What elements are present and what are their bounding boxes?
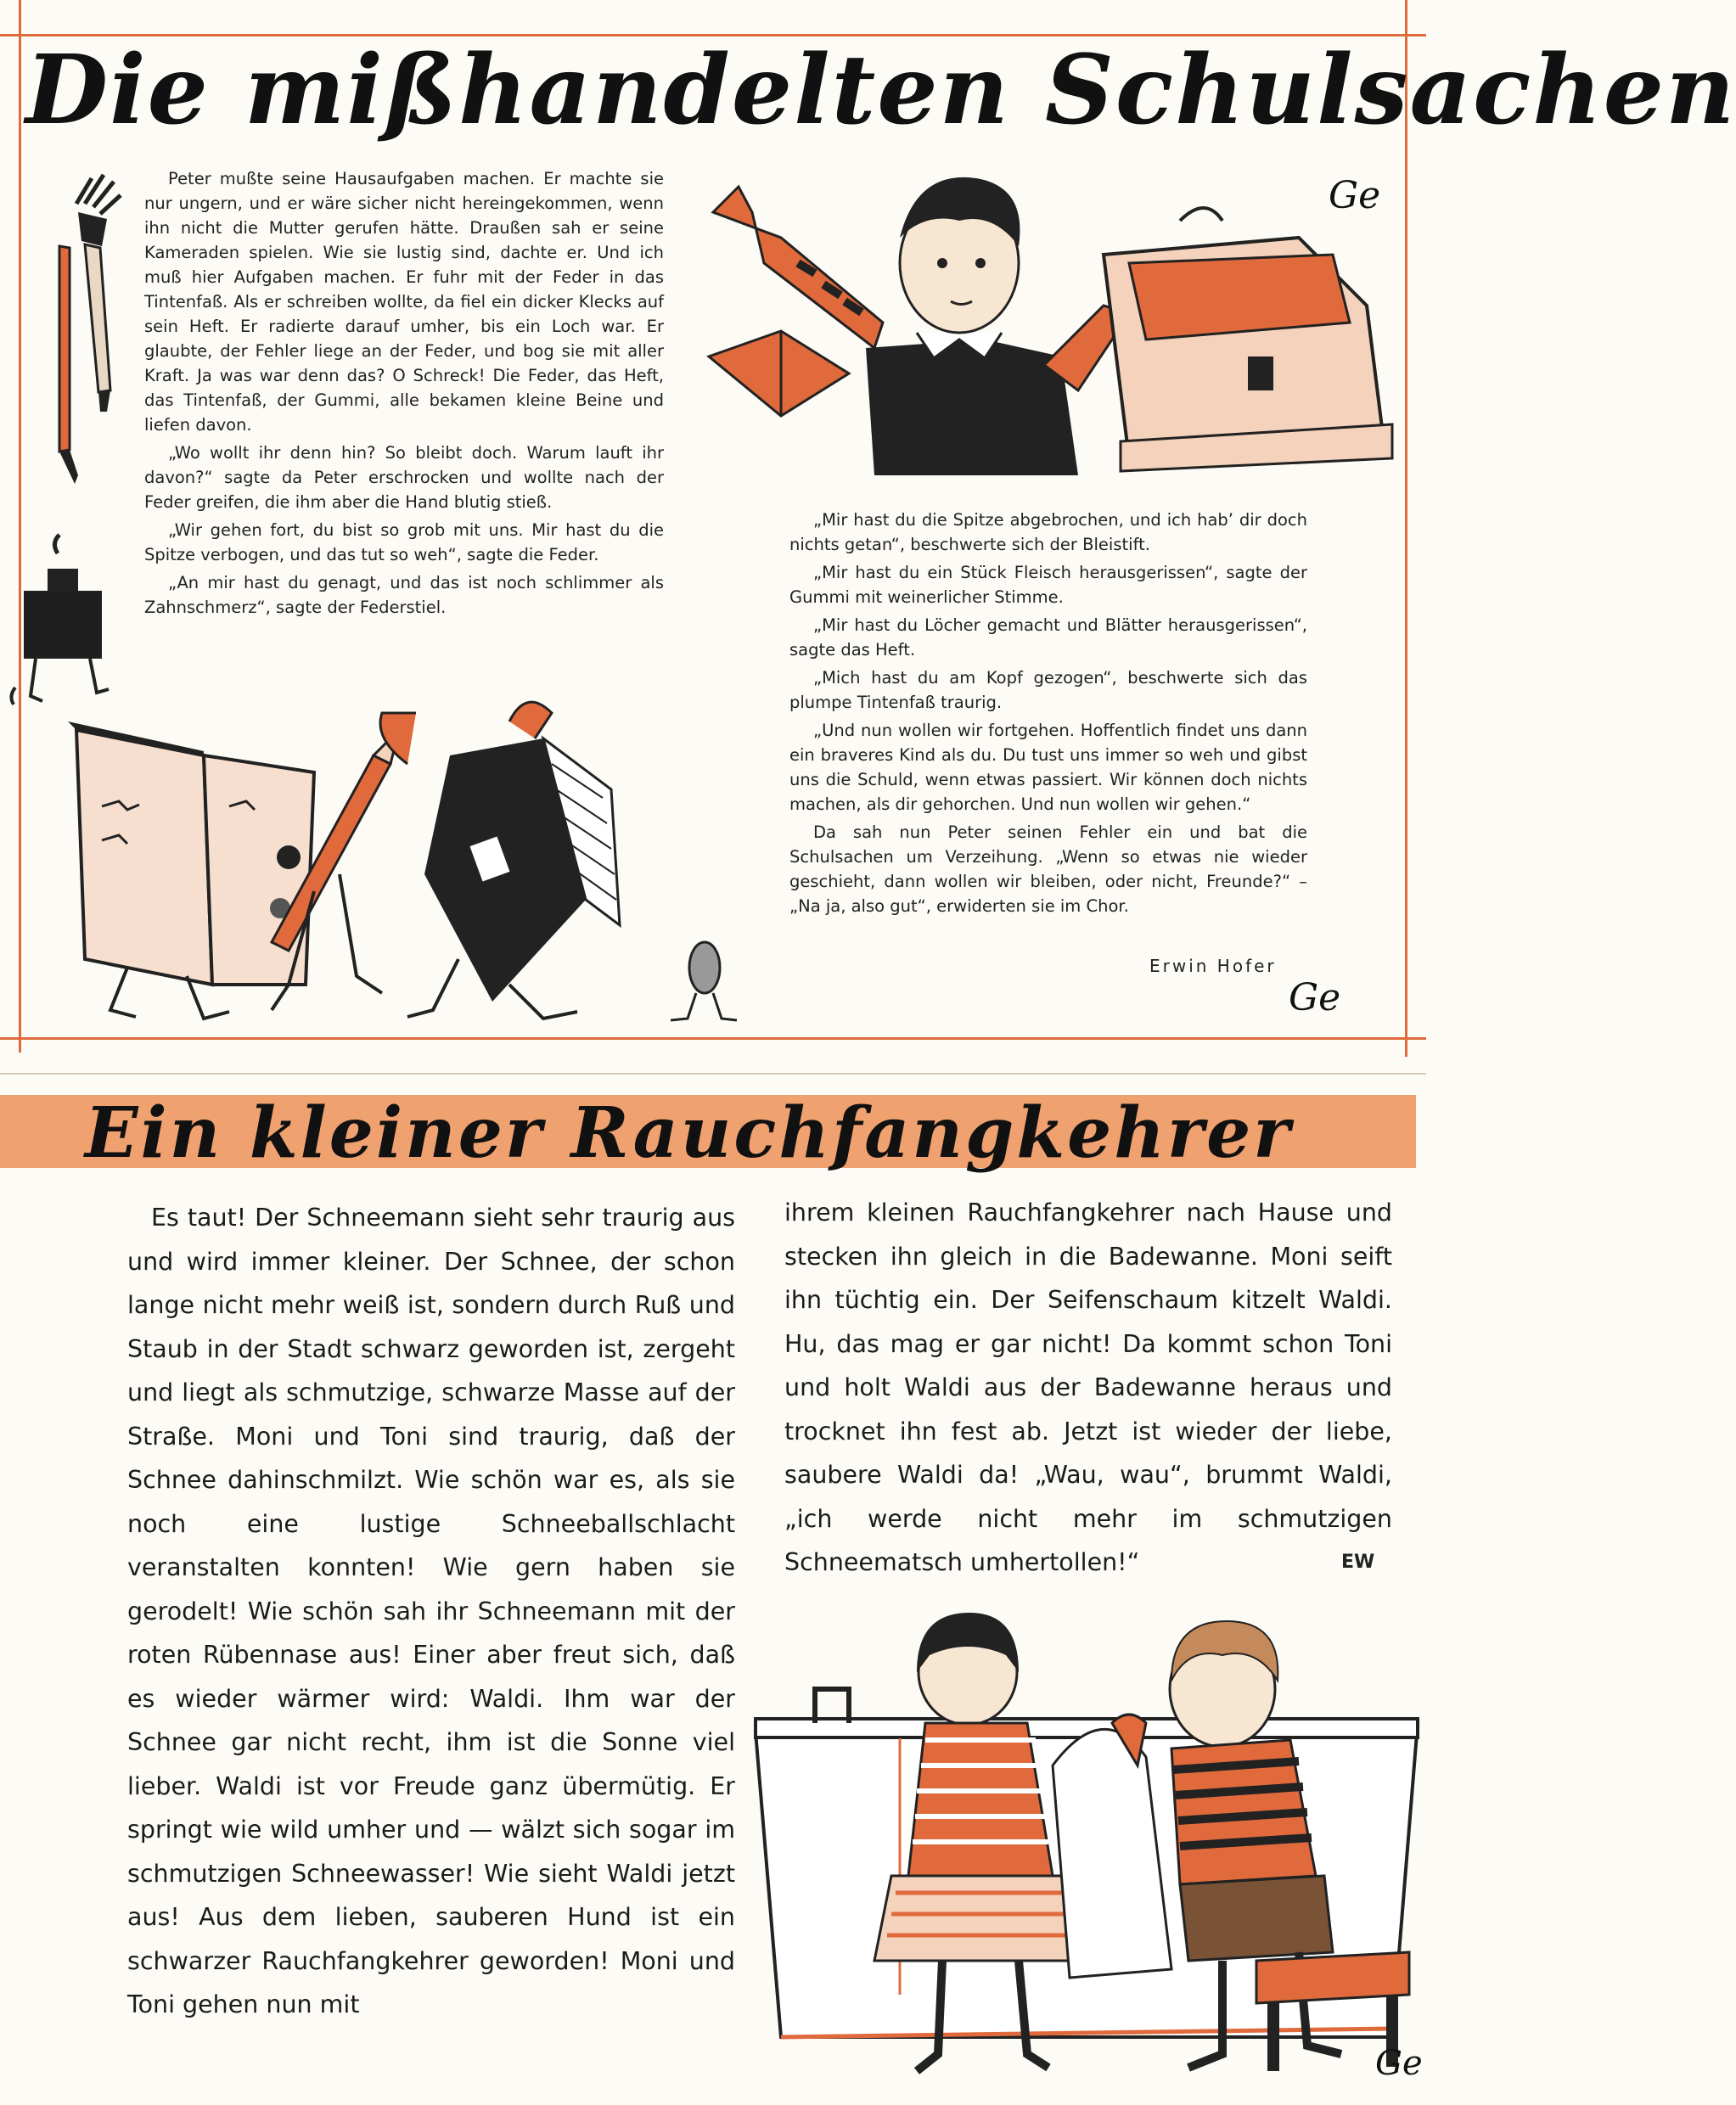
story1-right-column	[789, 508, 1307, 922]
walking-school-things-illustration	[34, 704, 747, 1044]
children-bathing-dog-illustration	[747, 1596, 1426, 2105]
story1-paragraph: „Und nun wollen wir fortgehen. Hoffentlich findet uns dann ein braveres Kind als du. Du tust uns immer so weh und gibst uns die Schuld, wenn etwas passiert. Wir können doch nichts machen, als dir gehorchen. Und nun wollen wir gehen.“	[789, 721, 1307, 814]
story1-paragraph: „Mir hast du Löcher gemacht und Blätter herausgerissen“, sagte das Heft.	[789, 615, 1307, 660]
illustrator-signature-top: Ge	[1329, 174, 1381, 217]
story1-author: Erwin Hofer	[1149, 956, 1277, 976]
story2-author: EW	[1341, 1552, 1375, 1573]
story2-title: Ein kleiner Rauchfangkehrer	[85, 1092, 1293, 1174]
story1-paragraph: „Wir gehen fort, du bist so grob mit uns. Mir hast du die Spitze verbogen, und das tut so weh“, sagte die Feder.	[144, 520, 664, 564]
story1-left-column	[144, 166, 664, 623]
story2-right-column	[784, 1191, 1392, 1585]
story1-paragraph: Peter mußte seine Hausaufgaben machen. Er machte sie nur ungern, und er wäre sicher nicht hereingekommen, wenn ihn nicht die Mutter gerufen hätte. Draußen sah er seine Kameraden spielen. Wie sie lustig sind, dachte er. Und ich muß hier Aufgaben machen. Er fuhr mit der Feder in das Tintenfaß. Als er schreiben wollte, da fiel ein dicker Klecks auf sein Heft. Er radierte darauf umher, bis ein Loch war. Er glaubte, der Fehler liege an der Feder, und bog sie mit aller Kraft. Ja was war denn das? O Schreck! Die Feder, das Heft, das Tintenfaß, der Gummi, alle bekamen kleine Beine und liefen davon.	[144, 169, 664, 435]
story1-paragraph: Da sah nun Peter seinen Fehler ein und bat die Schulsachen um Verzeihung. „Wenn so etwas nie wieder geschieht, dann wollen wir bleiben, oder nicht, Freunde?“ – „Na ja, also gut“, erwiderten sie im Chor.	[789, 822, 1307, 916]
story1-paragraph: „Wo wollt ihr denn hin? So bleibt doch. Warum lauft ihr davon?“ sagte da Peter erschrocken und wollte nach der Feder greifen, die ihm aber die Hand blutig stieß.	[144, 443, 664, 512]
story1-title: Die mißhandelten Schulsachen	[25, 35, 1736, 146]
story1-paragraph: „Mir hast du ein Stück Fleisch herausgerissen“, sagte der Gummi mit weinerlicher Stimme.	[789, 563, 1307, 607]
brush-pen-illustration	[25, 170, 127, 492]
story2-left-column	[127, 1196, 735, 2027]
illustrator-signature-story2: Ge	[1375, 2044, 1423, 2083]
story2-paragraph-left: Es taut! Der Schneemann sieht sehr traurig aus und wird immer kleiner. Der Schnee, der schon lange nicht mehr weiß ist, sondern durch Ruß und Staub in der Stadt schwarz geworden ist, zergeht und liegt als schmutzige, schwarze Masse auf der Straße. Moni und Toni sind traurig, daß der Schnee dahinschmilzt. Wie schön war es, als sie noch eine lustige Schneeballschlacht veranstalten konnten! Wie gern haben sie gerodelt! Wie schön sah ihr Schneemann mit der roten Rübennase aus! Einer aber freut sich, daß es wieder wärmer wird: Waldi. Ihm war der Schnee gar nicht recht, ihm ist die Sonne viel lieber. Waldi ist vor Freude ganz übermütig. Er springt wie wild umher und — wälzt sich sogar im schmutzigen Schneewasser! Wie sieht Waldi jetzt aus! Aus dem lieben, sauberen Hund ist ein schwarzer Rauchfangkehrer geworden! Moni und Toni gehen nun mit	[127, 1204, 735, 2018]
ink-bottle-illustration	[8, 526, 110, 721]
section-divider-line	[0, 1073, 1426, 1075]
boy-with-schoolbag-illustration	[705, 136, 1409, 475]
story1-paragraph: „An mir hast du genagt, und das ist noch schlimmer als Zahnschmerz“, sagte der Federstiel.	[144, 573, 664, 617]
story1-paragraph: „Mir hast du die Spitze abgebrochen, und ich hab’ dir doch nichts getan“, beschwerte sich der Bleistift.	[789, 510, 1307, 554]
illustrator-signature-bottom: Ge	[1289, 976, 1341, 1019]
story1-paragraph: „Mich hast du am Kopf gezogen“, beschwerte sich das plumpe Tintenfaß traurig.	[789, 668, 1307, 712]
story2-paragraph-right: ihrem kleinen Rauchfangkehrer nach Hause und stecken ihn gleich in die Badewanne. Moni seift ihn tüchtig ein. Der Seifenschaum kitzelt Waldi. Hu, das mag er gar nicht! Da kommt schon Toni und holt Waldi aus der Badewanne heraus und trocknet ihn fest ab. Jetzt ist wieder der liebe, saubere Waldi da! „Wau, wau“, brummt Waldi, „ich werde nicht mehr im schmutzigen Schneematsch umhertollen!“	[784, 1198, 1392, 1576]
